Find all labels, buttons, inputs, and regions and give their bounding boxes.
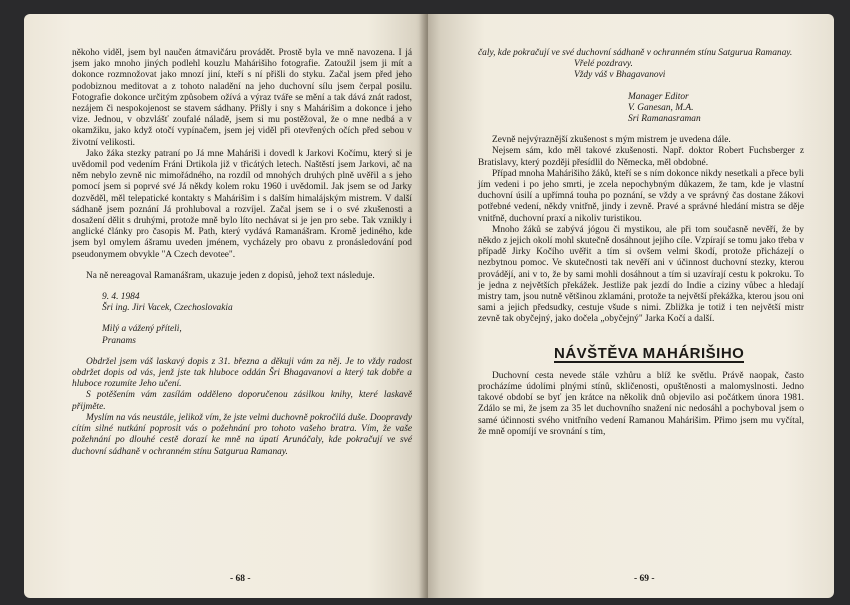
page-number: - 68 - xyxy=(230,574,251,584)
letter-salutation: Pranams xyxy=(102,335,136,346)
letter-paragraph: Obdržel jsem váš laskavý dopis z 31. března a děkuji vám za něj. Je to vždy radost obdržet dopis od vás, jenž jste tak hluboce oddán Šri Bhagavanovi a který tak dobře a hluboce rozumíte Jeho učení. xyxy=(72,356,412,390)
letter-continuation: čaly, kde pokračují ve své duchovní sádhaně v ochranném stínu Satguruа Ramanaу. xyxy=(478,48,793,58)
paragraph: Zevně nejvýraznější zkušenost s mým mistrem je uvedena dále. xyxy=(492,135,731,146)
letter-closing: Vřelé pozdravy. xyxy=(574,59,633,70)
paragraph: někoho viděl, jsem byl naučen átmavičáru provádět. Prostě byla ve mně navozena. I já jsem jako mnoho jiných podlehl kouzlu Mahárišiho fotografie. Zatoužil jsem ji mít a dokonce rozmnožovat jako mnozí jiní, kteří s ní přišli do styku. Začal jsem před jeho podobiznou meditovat a z tohoto naladění na jeho duchovní sílu jsem čerpal posilu. Fotografie dokonce určitým způsobem ožívá a výraz tváře se mění a tak dává znát radost, nezájem či nespokojenost se stavem sádhany. Přišly i sny s Mahárišim a dokonce i jeho vize. Jednou, v obzvlášť zoufalé náladě, jsem si mu postěžoval, že o mne nedbá a v okamžiku, jako když otočí vypínačem, jsem jej viděl při otevřených očích před sebou v životní velikosti. xyxy=(72,48,412,148)
signature-line: Manager Editor xyxy=(628,91,689,102)
left-page xyxy=(24,14,428,598)
letter-paragraph: Myslím na vás neustále, jelikož vím, že jste velmi duchovně pokročilá duše. Doopravdy cítím silné nutkání poprosit vás o požehnání pro tohoto vašeho bratra. Vím, že vaše požehnání po dlouhé cestě dorazí ke mně na úpatí Arunáčaly, kde pokračují ve své duchovní sádhaně v ochranném stínu Satguruа Ramanaу. xyxy=(72,412,412,457)
letter-recipient: Šri ing. Jiri Vacek, Czechoslovakia xyxy=(102,303,233,314)
letter-closing: Vždy váš v Bhagavanovi xyxy=(574,70,666,81)
open-book xyxy=(14,8,836,600)
letter-paragraph: S potěšením vám zasílám odděleno doporučenou zásilkou knihy, které laskavě přijměte. xyxy=(72,390,412,412)
paragraph: Jako žáka stezky patraní po Já mne Maháriši i dovedl k Jarkovi Kočímu, který si je uvědomil pod vedením Fráni Drtikola již v třicátých letech. Naštěstí jsem Jarkovi, ač na něm nebylo zevně nic mimořádného, na rozdíl od mnohých druhých plně uvěřil a s jeho pomocí jsem si poprvé své Já někdy kolem roku 1960 i uvědomil. Jak jsem se od Jarky dozvěděl, měl telepatické kontakty s Mahárišim i s dalším himalájským mistrem. V další sádhaně jsem poznání Já prohluboval a rozvíjel. Začal jsem se i o své zkušenosti a dosažení dělit s druhými, protože mně bylo líto nechávat si je jen pro sebe. Tak vznikly i anglické články pro časopis M. Path, který vydává Ramanášram. Kromě jediného, kde jsem byl omylem ášramu uveden jménem, vycházely pro obavu z pronásledování pod pseudonymem obvykle "A Czech devotee". xyxy=(72,148,412,260)
section-heading: NÁVŠTĚVA MAHÁRIŠIHO xyxy=(554,344,745,362)
paragraph: Na ně nereagoval Ramanášram, ukazuje jeden z dopisů, jehož text následuje. xyxy=(86,270,375,281)
signature-line: Sri Ramanasraman xyxy=(628,114,701,125)
left-page-text xyxy=(72,48,412,457)
signature-line: V. Ganesan, M.A. xyxy=(628,102,694,113)
letter-salutation: Milý a vážený příteli, xyxy=(102,324,182,335)
right-page-text xyxy=(478,48,804,438)
paragraph: Nejsem sám, kdo měl takové zkušenosti. Např. doktor Robert Fuchsberger z Bratislavy, který později přesídlil do Německa, měl obdobné. xyxy=(478,146,804,168)
paragraph: Případ mnoha Mahárišiho žáků, kteří se s ním dokonce nikdy nesetkali a přece byli jím vedeni i po jeho smrti, je zcela nepochybným důkazem, že tam, kde je vlastní duchovní úsilí a upřímná touha po poznání, se vždy a ve správný čas dostane žákovi potřebné vedení, někdy vnitřně, jindy i zevně. Pravé a správné hledání mistra se děje vnitřně, duchovní praxí a nikoliv turistikou. xyxy=(478,168,804,224)
paragraph: Mnoho žáků se zabývá jógou či mystikou, ale při tom současně nevěří, že by někdo z jejich okolí mohl skutečně dosáhnout jejího cíle. Vzpírají se tomu jako třeba v případě Jirky Kočího uvěřit a tím si ovšem velmi škodí, protože přicházejí o nezbytnou pomoc. Ve skutečnosti tak nevěří ani v účinnost duchovní stezky, kterou provádějí, ani v to, že by sami mohli dosáhnout a tím si uzavírají cestu k pokroku. To je jedna z největších překážek. Jestliže pak jezdí do Indie a ciziny vůbec a hledají mistry tam, jsou nutně většinou zklamáni, protože ta největší překážka, kterou jsou oni sami a jejich předsudky, cestuje všude s nimi. Zbližka je totiž i ten největší mistr zevně tak obyčejný, jako dočela „obyčejný" Jarka Kočí a další. xyxy=(478,224,804,325)
page-number: - 69 - xyxy=(634,574,655,584)
paragraph: Duchovní cesta nevede stále vzhůru a blíž ke světlu. Právě naopak, často procházíme údolími plnými stínů, skličenosti, opuštěnosti a malomyslnosti. Jedno takové období se byť jen krátce na několik dnů objevilo asi počátkem února 1981. Zdálo se mi, že jsem za 35 let duchovního snažení nic nedosáhl a pochyboval jsem o samé účinnosti svého vnitřního vedení Ramanou Mahárišim. Přimo jsem mu vyčítal, že mně opomíjí ve srovnání s tím, xyxy=(478,370,804,437)
right-page xyxy=(428,14,834,598)
letter-date: 9. 4. 1984 xyxy=(102,292,140,303)
